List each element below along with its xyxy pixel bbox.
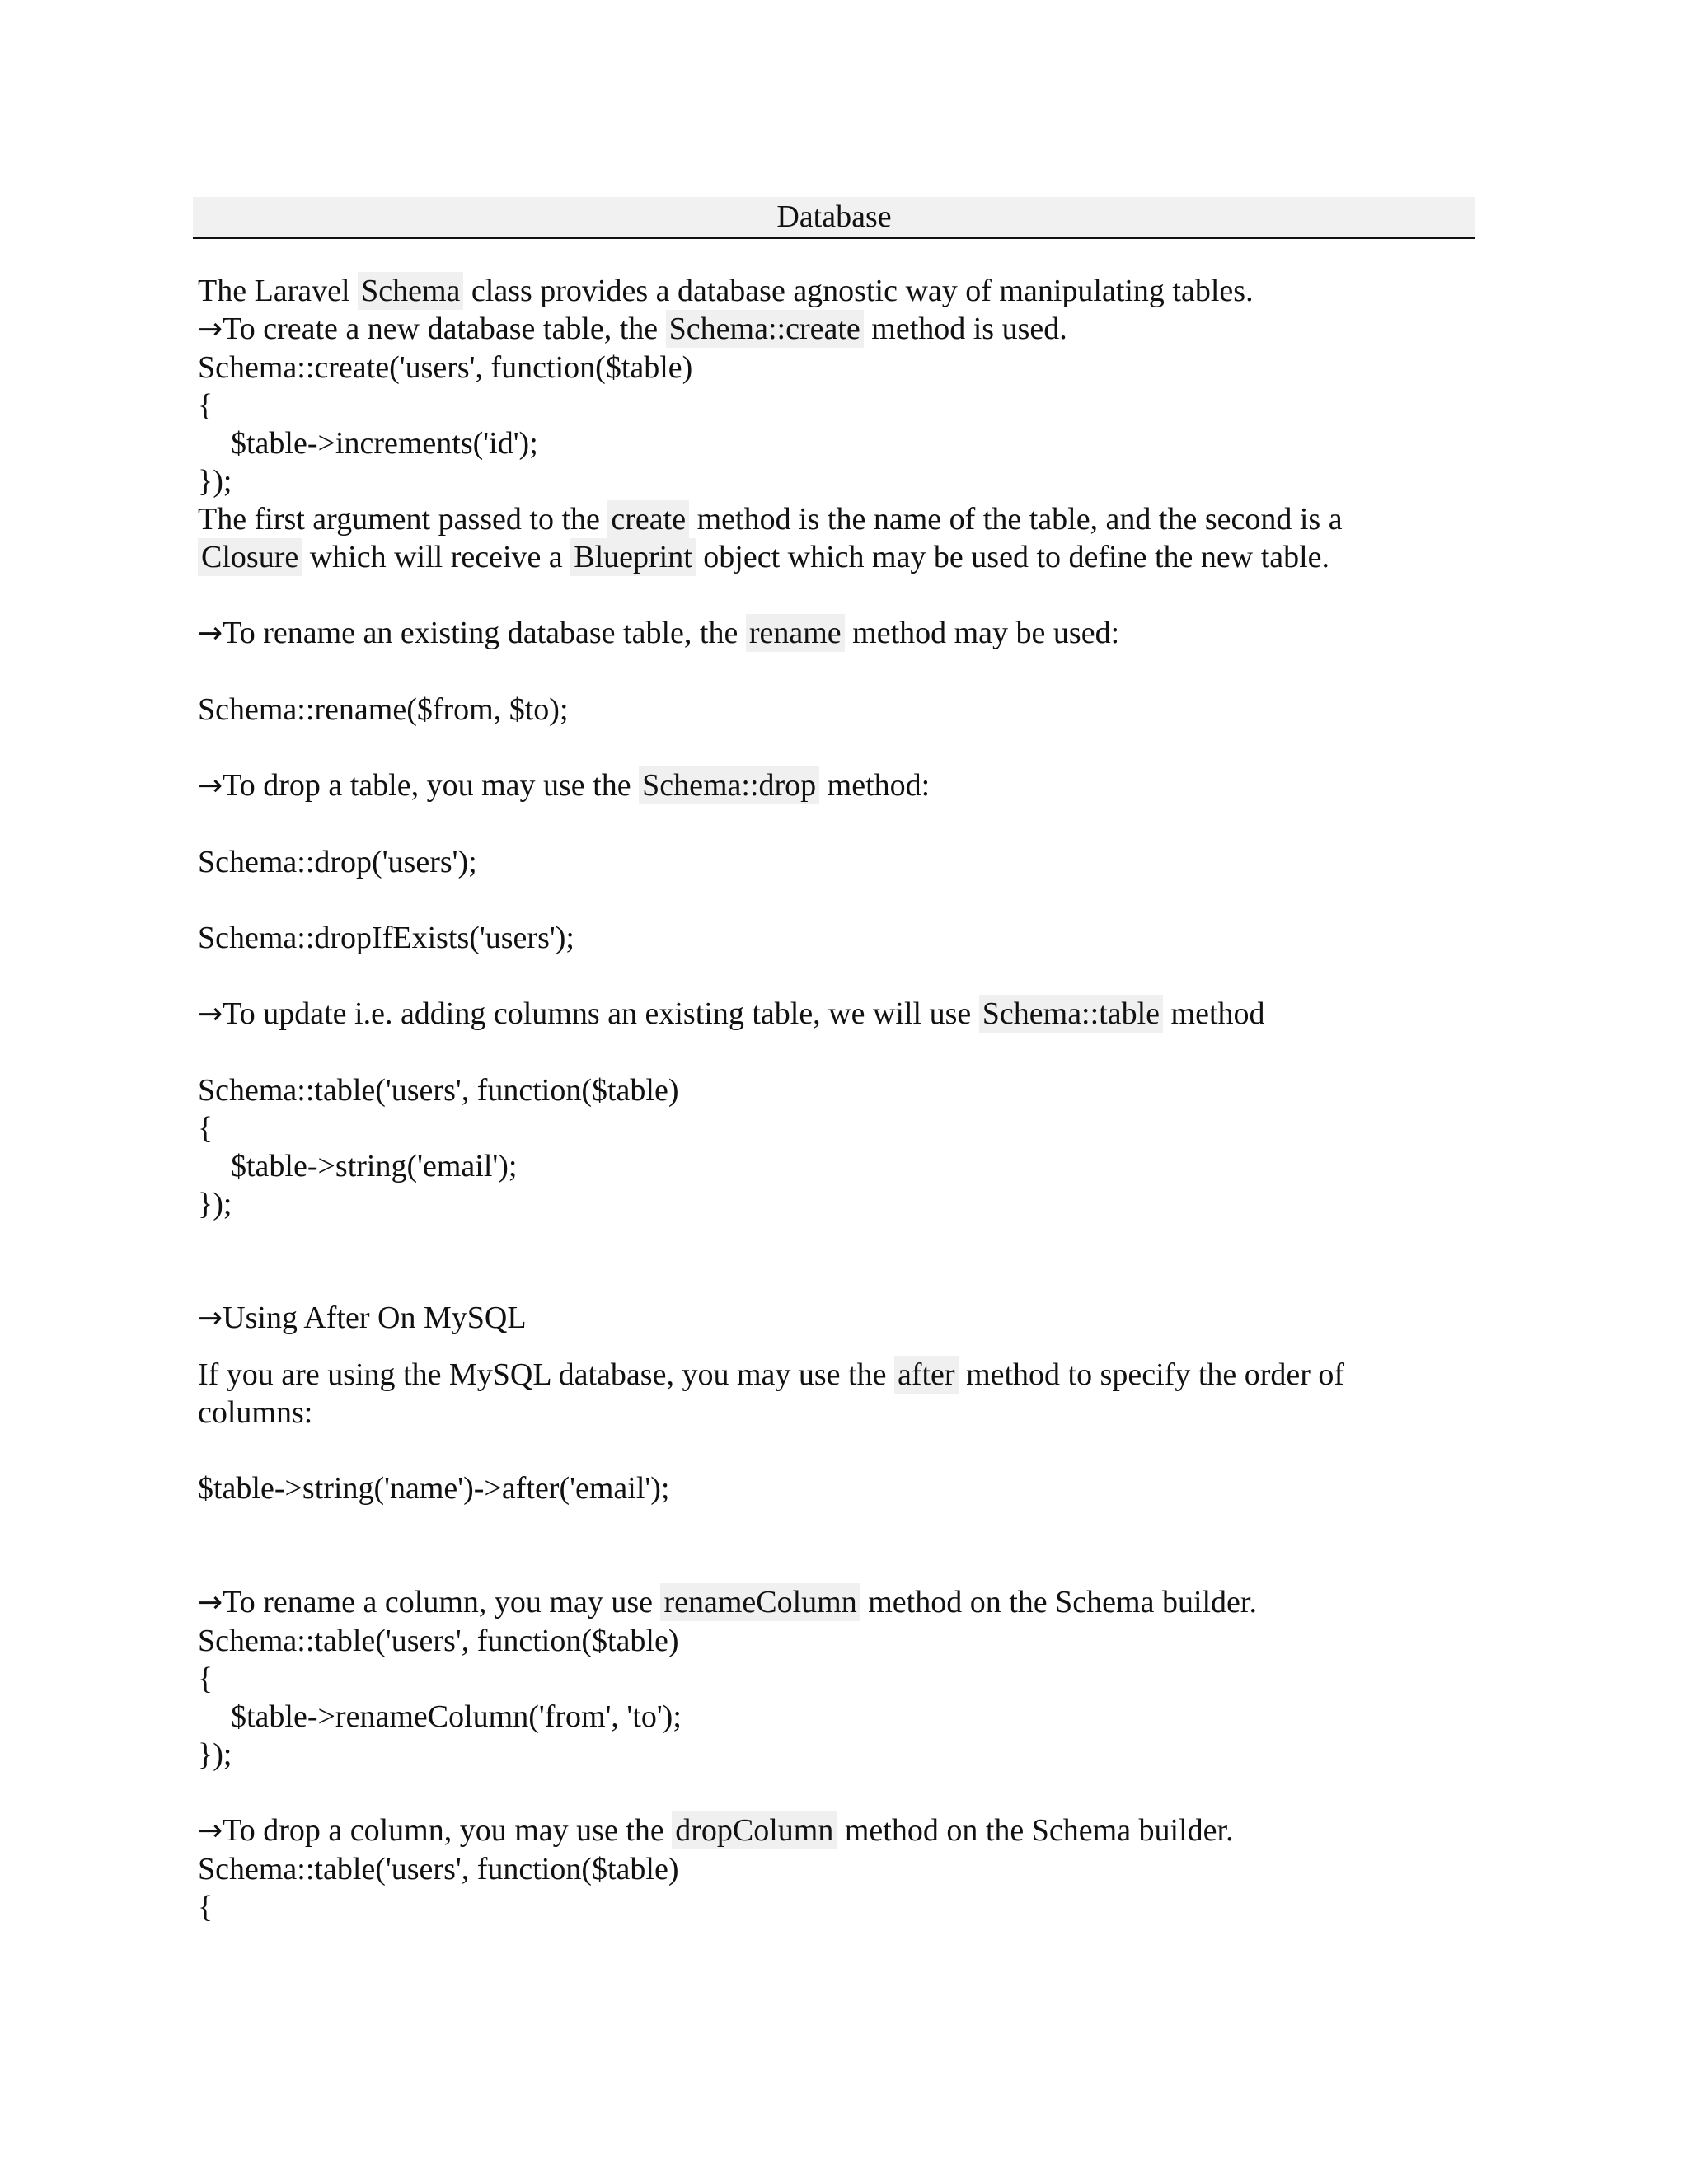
code-line: Schema::create('users', function($table) [198, 350, 693, 385]
highlight-closure: Closure [198, 538, 302, 576]
arrow-icon: → [198, 1301, 223, 1335]
code-line: }); [198, 464, 232, 499]
highlight-after: after [894, 1356, 959, 1394]
arrow-icon: → [198, 1586, 223, 1619]
create-line: →To create a new database table, the Schema::create method is used. [198, 312, 1067, 346]
highlight-create: create [607, 500, 689, 538]
page-header [193, 197, 1475, 239]
highlight-schema: Schema [358, 272, 463, 310]
rename-line: →To rename an existing database table, the rename method may be used: [198, 616, 1120, 650]
update-line: →To update i.e. adding columns an existing table, we will use Schema::table method [198, 996, 1265, 1031]
code-line: Schema::table('users', function($table) [198, 1624, 679, 1658]
create-desc-line-1: The first argument passed to the create method is the name of the table, and the second is a [198, 502, 1343, 537]
code-line: Schema::table('users', function($table) [198, 1852, 679, 1886]
arrow-icon: → [198, 997, 223, 1031]
header-title: Database [776, 199, 892, 234]
arrow-icon: → [198, 616, 223, 650]
after-desc-line-2: columns: [198, 1395, 313, 1430]
code-line: { [198, 1111, 213, 1146]
code-line: Schema::dropIfExists('users'); [198, 921, 574, 955]
intro-line: The Laravel Schema class provides a database agnostic way of manipulating tables. [198, 274, 1254, 308]
highlight-schema-table: Schema::table [979, 995, 1163, 1033]
code-line: { [198, 1890, 213, 1924]
highlight-schema-drop: Schema::drop [639, 766, 819, 804]
rename-column-line: →To rename a column, you may use renameColumn method on the Schema builder. [198, 1585, 1257, 1619]
after-desc-line-1: If you are using the MySQL database, you may use the after method to specify the order of [198, 1357, 1345, 1392]
code-line: }); [198, 1187, 232, 1221]
highlight-renamecolumn: renameColumn [660, 1583, 860, 1621]
code-line: Schema::table('users', function($table) [198, 1073, 679, 1108]
code-line: $table->string('name')->after('email'); [198, 1471, 670, 1506]
document-body [198, 272, 1484, 1926]
drop-line: →To drop a table, you may use the Schema::drop method: [198, 768, 931, 803]
code-line: $table->renameColumn('from', 'to'); [231, 1699, 682, 1734]
code-line: { [198, 388, 213, 423]
highlight-blueprint: Blueprint [570, 538, 696, 576]
after-heading: →Using After On MySQL [198, 1301, 527, 1335]
code-line: $table->string('email'); [231, 1149, 518, 1183]
arrow-icon: → [198, 1814, 223, 1848]
create-desc-line-2: Closure which will receive a Blueprint object which may be used to define the new table. [198, 538, 1484, 576]
code-line: $table->increments('id'); [231, 426, 538, 461]
drop-column-line: →To drop a column, you may use the dropColumn method on the Schema builder. [198, 1813, 1234, 1848]
arrow-icon: → [198, 769, 223, 803]
arrow-icon: → [198, 312, 223, 346]
highlight-rename: rename [746, 614, 845, 652]
code-line: }); [198, 1737, 232, 1772]
code-line: Schema::drop('users'); [198, 845, 477, 879]
code-line: { [198, 1661, 213, 1696]
highlight-schema-create: Schema::create [666, 310, 864, 348]
code-line: Schema::rename($from, $to); [198, 692, 569, 727]
highlight-dropcolumn: dropColumn [672, 1811, 837, 1849]
